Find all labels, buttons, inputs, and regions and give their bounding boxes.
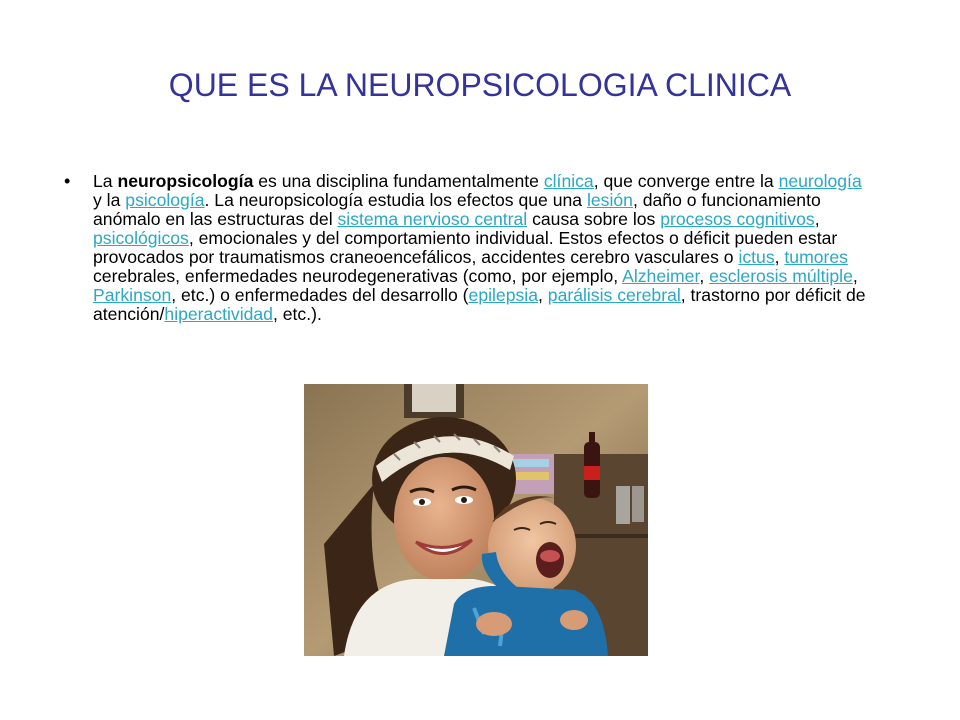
link-psicologicos[interactable]: psicológicos [93, 228, 189, 248]
text-run: , [699, 266, 710, 286]
link-paralisis-cerebral[interactable]: parálisis cerebral [547, 285, 681, 305]
link-clinica[interactable]: clínica [543, 171, 594, 191]
bullet-paragraph [93, 172, 874, 324]
slide-title: QUE ES LA NEUROPSICOLOGIA CLINICA [168, 67, 792, 103]
text-run: causa sobre los [527, 209, 661, 229]
text-run: , que converge entre la [593, 171, 779, 191]
link-tumores[interactable]: tumores [784, 247, 848, 267]
text-run: , [538, 285, 548, 305]
link-sistema-nervioso-central[interactable]: sistema nervioso central [337, 209, 528, 229]
text-run: cerebrales, enfermedades neurodegenerativas (como, por ejemplo, [93, 266, 623, 286]
link-alzheimer[interactable]: Alzheimer [622, 266, 700, 286]
text-run: , [852, 266, 858, 286]
bold-term: neuropsicología [117, 171, 254, 191]
link-procesos-cognitivos[interactable]: procesos cognitivos [660, 209, 815, 229]
text-run: , trastorno por déficit de atención/ [93, 285, 866, 324]
link-ictus[interactable]: ictus [738, 247, 775, 267]
text-run: , [774, 247, 785, 267]
text-run: . La neuropsicología estudia los efectos que una [204, 190, 587, 210]
link-neurologia[interactable]: neurología [778, 171, 862, 191]
text-run: , emocionales y del comportamiento individual. Estos efectos o déficit pueden estar provocados por traumatismos craneoencefálicos, accidentes cerebro vasculares o [93, 228, 838, 267]
link-lesion[interactable]: lesión [586, 190, 633, 210]
text-run: , [814, 209, 820, 229]
text-run: , etc.). [272, 304, 322, 324]
text-run: y la [93, 190, 126, 210]
bullet-item [64, 172, 874, 324]
text-run: , etc.) o enfermedades del desarrollo ( [171, 285, 469, 305]
link-esclerosis-multiple[interactable]: esclerosis múltiple [709, 266, 853, 286]
text-run: La [93, 171, 118, 191]
text-run: es una disciplina fundamentalmente [253, 171, 544, 191]
link-epilepsia[interactable]: epilepsia [468, 285, 538, 305]
link-parkinson[interactable]: Parkinson [93, 285, 172, 305]
link-hiperactividad[interactable]: hiperactividad [164, 304, 273, 324]
bullet-dot: • [64, 171, 71, 191]
photo-woman-and-child [304, 384, 648, 656]
text-run: , daño o funcionamiento anómalo en las estructuras del [93, 190, 821, 229]
link-psicologia[interactable]: psicología [125, 190, 205, 210]
